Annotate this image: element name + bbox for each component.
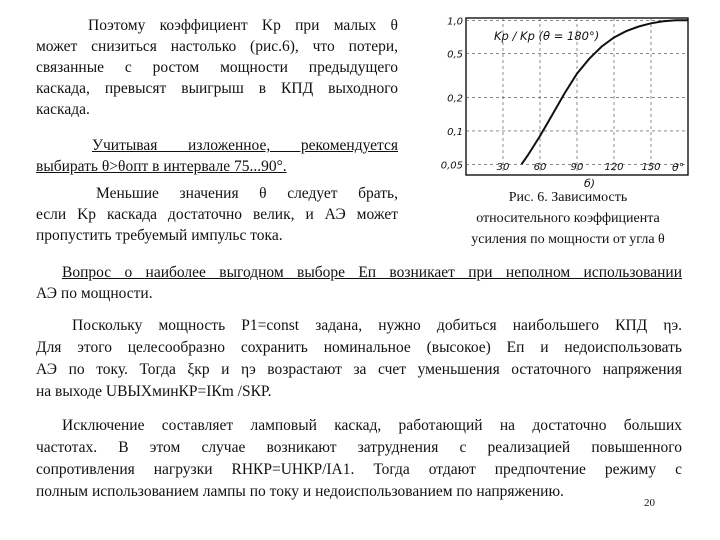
text-line: может снизиться настолько (рис.6), что потери, <box>36 38 398 55</box>
x-tick-label: 150 <box>641 162 661 173</box>
y-tick-label: 0,05 <box>440 160 463 172</box>
text-line: Поскольку мощность P1=const задана, нужно добиться наибольшего КПД ηэ. <box>72 317 682 334</box>
text-line: если Kр каскада достаточно велик, и АЭ может <box>36 206 398 223</box>
text-line: Для этого целесообразно сохранить номинальное (высокое) Eп и недоиспользовать <box>36 339 682 356</box>
text-line: связанные с ростом мощности предыдущего <box>36 59 398 76</box>
caption-line: усиления по мощности от угла θ <box>471 232 665 247</box>
text-line: Вопрос о наиболее выгодном выборе Eп возникает при неполном использовании <box>62 264 682 281</box>
figure-caption <box>436 187 700 250</box>
paragraph-power-const <box>36 315 682 403</box>
y-tick-label: 1,0 <box>447 16 463 28</box>
text-line: Исключение составляет ламповый каскад, работающий на достаточно больших <box>62 417 682 434</box>
text-line: сопротивления нагрузки RНКР=UНКР/IА1. Тогда отдают предпочтение режиму с <box>36 461 682 478</box>
text-line: выбирать θ>θопт в интервале 75...90°. <box>36 158 287 175</box>
text-line: пропустить требуемый импульс тока. <box>36 227 283 244</box>
chart-title: Kр / Kр (θ = 180°) <box>494 29 600 43</box>
figure-chart <box>436 10 700 190</box>
text-line: каскада, превысят выигрыш в КПД выходного <box>36 80 398 97</box>
text-line: каскада. <box>36 101 90 118</box>
page-number: 20 <box>644 497 655 509</box>
paragraph-choice-ep <box>36 262 682 304</box>
y-tick-label: 0,5 <box>447 49 463 61</box>
caption-line: Рис. 6. Зависимость <box>508 190 628 205</box>
text-line: частотах. В этом случае возникают затруднения с реализацией повышенного <box>36 439 682 456</box>
text-line: Учитывая изложенное, рекомендуется <box>92 137 398 154</box>
text-line: АЭ по току. Тогда ξкр и ηэ возрастают за счет уменьшения остаточного напряжения <box>36 361 682 378</box>
x-axis-label: θ° <box>672 161 685 174</box>
text-line: на выходе UВЫХминКР=IКm /SКР. <box>36 383 272 400</box>
paragraph-recommendation <box>36 135 398 177</box>
paragraph-smaller-values <box>36 183 398 246</box>
x-tick-label: 90 <box>570 162 584 173</box>
text-line: АЭ по мощности. <box>36 285 153 302</box>
paragraph-exception <box>36 415 682 503</box>
x-tick-label: 60 <box>533 162 547 173</box>
panel-label: б) <box>584 177 596 190</box>
paragraph-intro <box>36 15 398 120</box>
x-tick-label: 30 <box>496 162 510 173</box>
caption-line: относительного коэффициента <box>476 211 660 226</box>
y-tick-label: 0,2 <box>447 93 463 105</box>
x-tick-label: 120 <box>604 162 624 173</box>
y-tick-label: 0,1 <box>447 126 463 138</box>
text-line: Поэтому коэффициент Kр при малых θ <box>88 17 398 34</box>
text-line: полным использованием лампы по току и недоиспользованием по напряжению. <box>36 483 564 500</box>
text-line: Меньшие значения θ следует брать, <box>96 185 398 202</box>
